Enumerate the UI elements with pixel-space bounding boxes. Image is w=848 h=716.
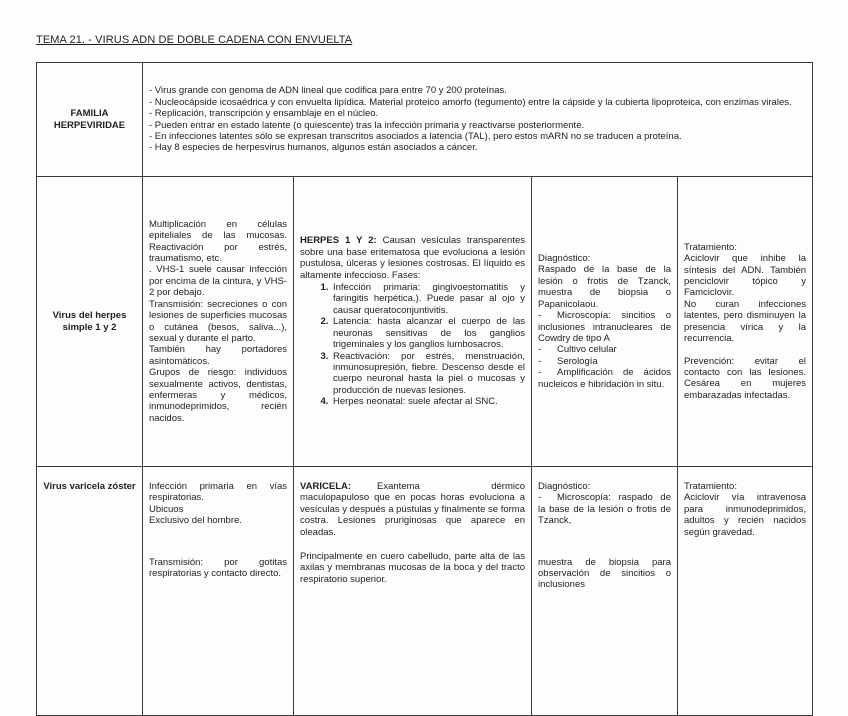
familia-bullet: - Nucleocápside icosaédrica y con envuelta lipídica. Material proteico amorfo (tegumento) entre la cápside y la cubierta lipoproteica, con enzimas virales. bbox=[149, 96, 792, 108]
herpes-caracteristica: Multiplicación en células epiteliales de las mucosas. Reactivación por estrés, traumatismo, etc. bbox=[149, 218, 287, 265]
varicela-caracteristica: Infección primaria en vías respiratorias. bbox=[149, 481, 287, 504]
herpes-clinica-intro bbox=[300, 235, 525, 281]
table-row-varicela bbox=[37, 467, 813, 716]
herpes-fases-list bbox=[300, 282, 525, 407]
row-header-varicela: Virus varicela zóster bbox=[37, 467, 143, 716]
varicela-diagnostico-heading: Diagnóstico: bbox=[538, 481, 591, 492]
herpes-clinica-text: Causan vesículas transparentes sobre una base eritematosa que evoluciona a lesión pustulosa, úlceras y lesiones costrosas. El líquido es altamente infeccioso. Fases: bbox=[300, 235, 525, 281]
varicela-clinica-text: Exantema dérmico maculopapuloso que en pocas horas evoluciona a vesículas y después a pústulas y finalmente se forma costra. Lesiones pruriginosas que aparece en oleadas. bbox=[300, 481, 525, 538]
familia-bullet: - Pueden entrar en estado latente (o quiescente) tras la infección primaria y reactivarse posteriormente. bbox=[149, 119, 585, 131]
familia-bullet: - En infecciones latentes sólo se expresan transcritos asociados a latencia (TAL), pero estos mARN no se traducen a proteína. bbox=[149, 130, 682, 142]
herpes-clinica-heading: HERPES 1 Y 2: bbox=[300, 235, 377, 247]
varicela-clinica-heading: VARICELA: bbox=[300, 481, 352, 492]
dash-marker: - bbox=[538, 344, 542, 356]
row-header-familia: FAMILIA HERPEVIRIDAE bbox=[37, 63, 143, 177]
table-row-familia bbox=[37, 63, 813, 177]
varicela-clinica-parrafo: Principalmente en cuero cabelludo, parte alta de las axilas y membranas mucosas de la boca y del tracto respiratorio superior. bbox=[300, 551, 525, 585]
herpes-caracteristicas-cell bbox=[143, 177, 294, 467]
herpes-diagnostico-cell bbox=[532, 177, 678, 467]
varicela-caracteristicas-cell bbox=[143, 467, 294, 716]
varicela-clinica-cell bbox=[294, 467, 532, 716]
familia-bullet: - Hay 8 especies de herpesvirus humanos, algunos están asociados a cáncer. bbox=[149, 142, 478, 154]
document-title: TEMA 21. - VIRUS ADN DE DOBLE CADENA CON ENVUELTA bbox=[36, 34, 353, 46]
row-header-herpes: Virus del herpes simple 1 y 2 bbox=[37, 177, 143, 467]
herpes-caracteristica: También hay portadores asintomáticos. bbox=[149, 344, 287, 367]
familia-description-cell bbox=[143, 63, 813, 177]
varicela-diagnostico-parrafo: muestra de biopsia para observación de sincitios o inclusiones bbox=[538, 556, 671, 591]
herpes-diagnostico-item: - Amplificación de ácidos nucleicos e hibridación in situ. bbox=[538, 367, 671, 390]
herpes-fase-item: 1. Infección primaria: gingivoestomatitis y faringitis herpética.). Puede pasar al ojo y causar queratoconjuntivitis. bbox=[331, 282, 525, 316]
herpes-tratamiento-heading: Tratamiento: bbox=[684, 241, 737, 253]
herpes-tratamiento-parrafo: Aciclovir que inhibe la síntesis del ADN. También penciclovir tópico y Famciclovir. bbox=[684, 253, 807, 299]
varicela-tratamiento-heading: Tratamiento: bbox=[684, 481, 737, 492]
varicela-clinica-intro bbox=[300, 481, 525, 538]
dash-marker: - bbox=[538, 492, 542, 504]
herpes-diagnostico-heading: Diagnóstico: bbox=[538, 253, 591, 265]
herpes-tratamiento-parrafo: No curan infecciones latentes, pero disminuyen la presencia vírica y la recurrencia. bbox=[684, 298, 807, 345]
herpes-diagnostico-item: - Cultivo celular bbox=[538, 344, 617, 356]
varicela-caracteristica: Ubicuos bbox=[149, 503, 184, 515]
varicela-caracteristica: Exclusivo del hombre. bbox=[149, 515, 242, 527]
varicela-diagnostico-item: - Microscopía: raspado de la base de la lesión o frotis de Tzanck, bbox=[538, 492, 671, 527]
dash-marker: - bbox=[538, 355, 542, 367]
herpes-fase-item: 3. Reactivación: por estrés, menstruación, inmunosupresión, fiebre. Descenso desde el cuerpo neuronal hasta la piel o mucosas y producción de nuevas lesiones. bbox=[331, 351, 525, 397]
herpes-caracteristica: . VHS-1 suele causar infección por encima de la cintura, y VHS-2 por debajo. bbox=[149, 264, 287, 299]
herpes-prevencion-parrafo: Prevención: evitar el contacto con las lesiones. Cesárea en mujeres embarazadas infectadas. bbox=[684, 355, 807, 401]
herpes-clinica-cell bbox=[294, 177, 532, 467]
varicela-diagnostico-cell bbox=[532, 467, 678, 716]
varicela-tratamiento-cell bbox=[678, 467, 813, 716]
dash-marker: - bbox=[538, 310, 542, 322]
herpes-diagnostico-intro: Raspado de la base de la lesión o frotis de Tzanck, muestra de biopsia o Papanicolaou. bbox=[538, 264, 671, 310]
virus-summary-table bbox=[36, 62, 813, 716]
varicela-transmision: Transmisión: por gotitas respiratorias y contacto directo. bbox=[149, 556, 287, 580]
herpes-diagnostico-item: - Serología bbox=[538, 355, 598, 367]
herpes-tratamiento-cell bbox=[678, 177, 813, 467]
herpes-caracteristica: Grupos de riesgo: individuos sexualmente activos, dentistas, enfermeras y médicos, inmunodeprimidos, recién nacidos. bbox=[149, 367, 287, 424]
familia-bullet: - Virus grande con genoma de ADN lineal que codifica para entre 70 y 200 proteínas. bbox=[149, 85, 507, 97]
dash-marker: - bbox=[538, 367, 542, 379]
herpes-fase-item: 2. Latencia: hasta alcanzar el cuerpo de las neuronas sensitivas de los ganglios trigeminales y los ganglios lumbosacros. bbox=[331, 316, 525, 350]
table-row-herpes bbox=[37, 177, 813, 467]
familia-bullet: - Replicación, transcripción y ensamblaje en el núcleo. bbox=[149, 108, 379, 120]
herpes-caracteristica: Transmisión: secreciones o con lesiones de superficies mucosas o cutánea (besos, saliva...), sexual y durante el parto. bbox=[149, 298, 287, 344]
herpes-diagnostico-item: - Microscopía: sincitios o inclusiones intranucleares de Cowdry de tipo A bbox=[538, 310, 671, 344]
varicela-tratamiento-parrafo: Aciclovir vía intravenosa para inmunodeprimidos, adultos y recién nacidos según gravedad. bbox=[684, 492, 807, 538]
herpes-fase-item: 4. Herpes neonatal: suele afectar al SNC. bbox=[331, 396, 525, 407]
